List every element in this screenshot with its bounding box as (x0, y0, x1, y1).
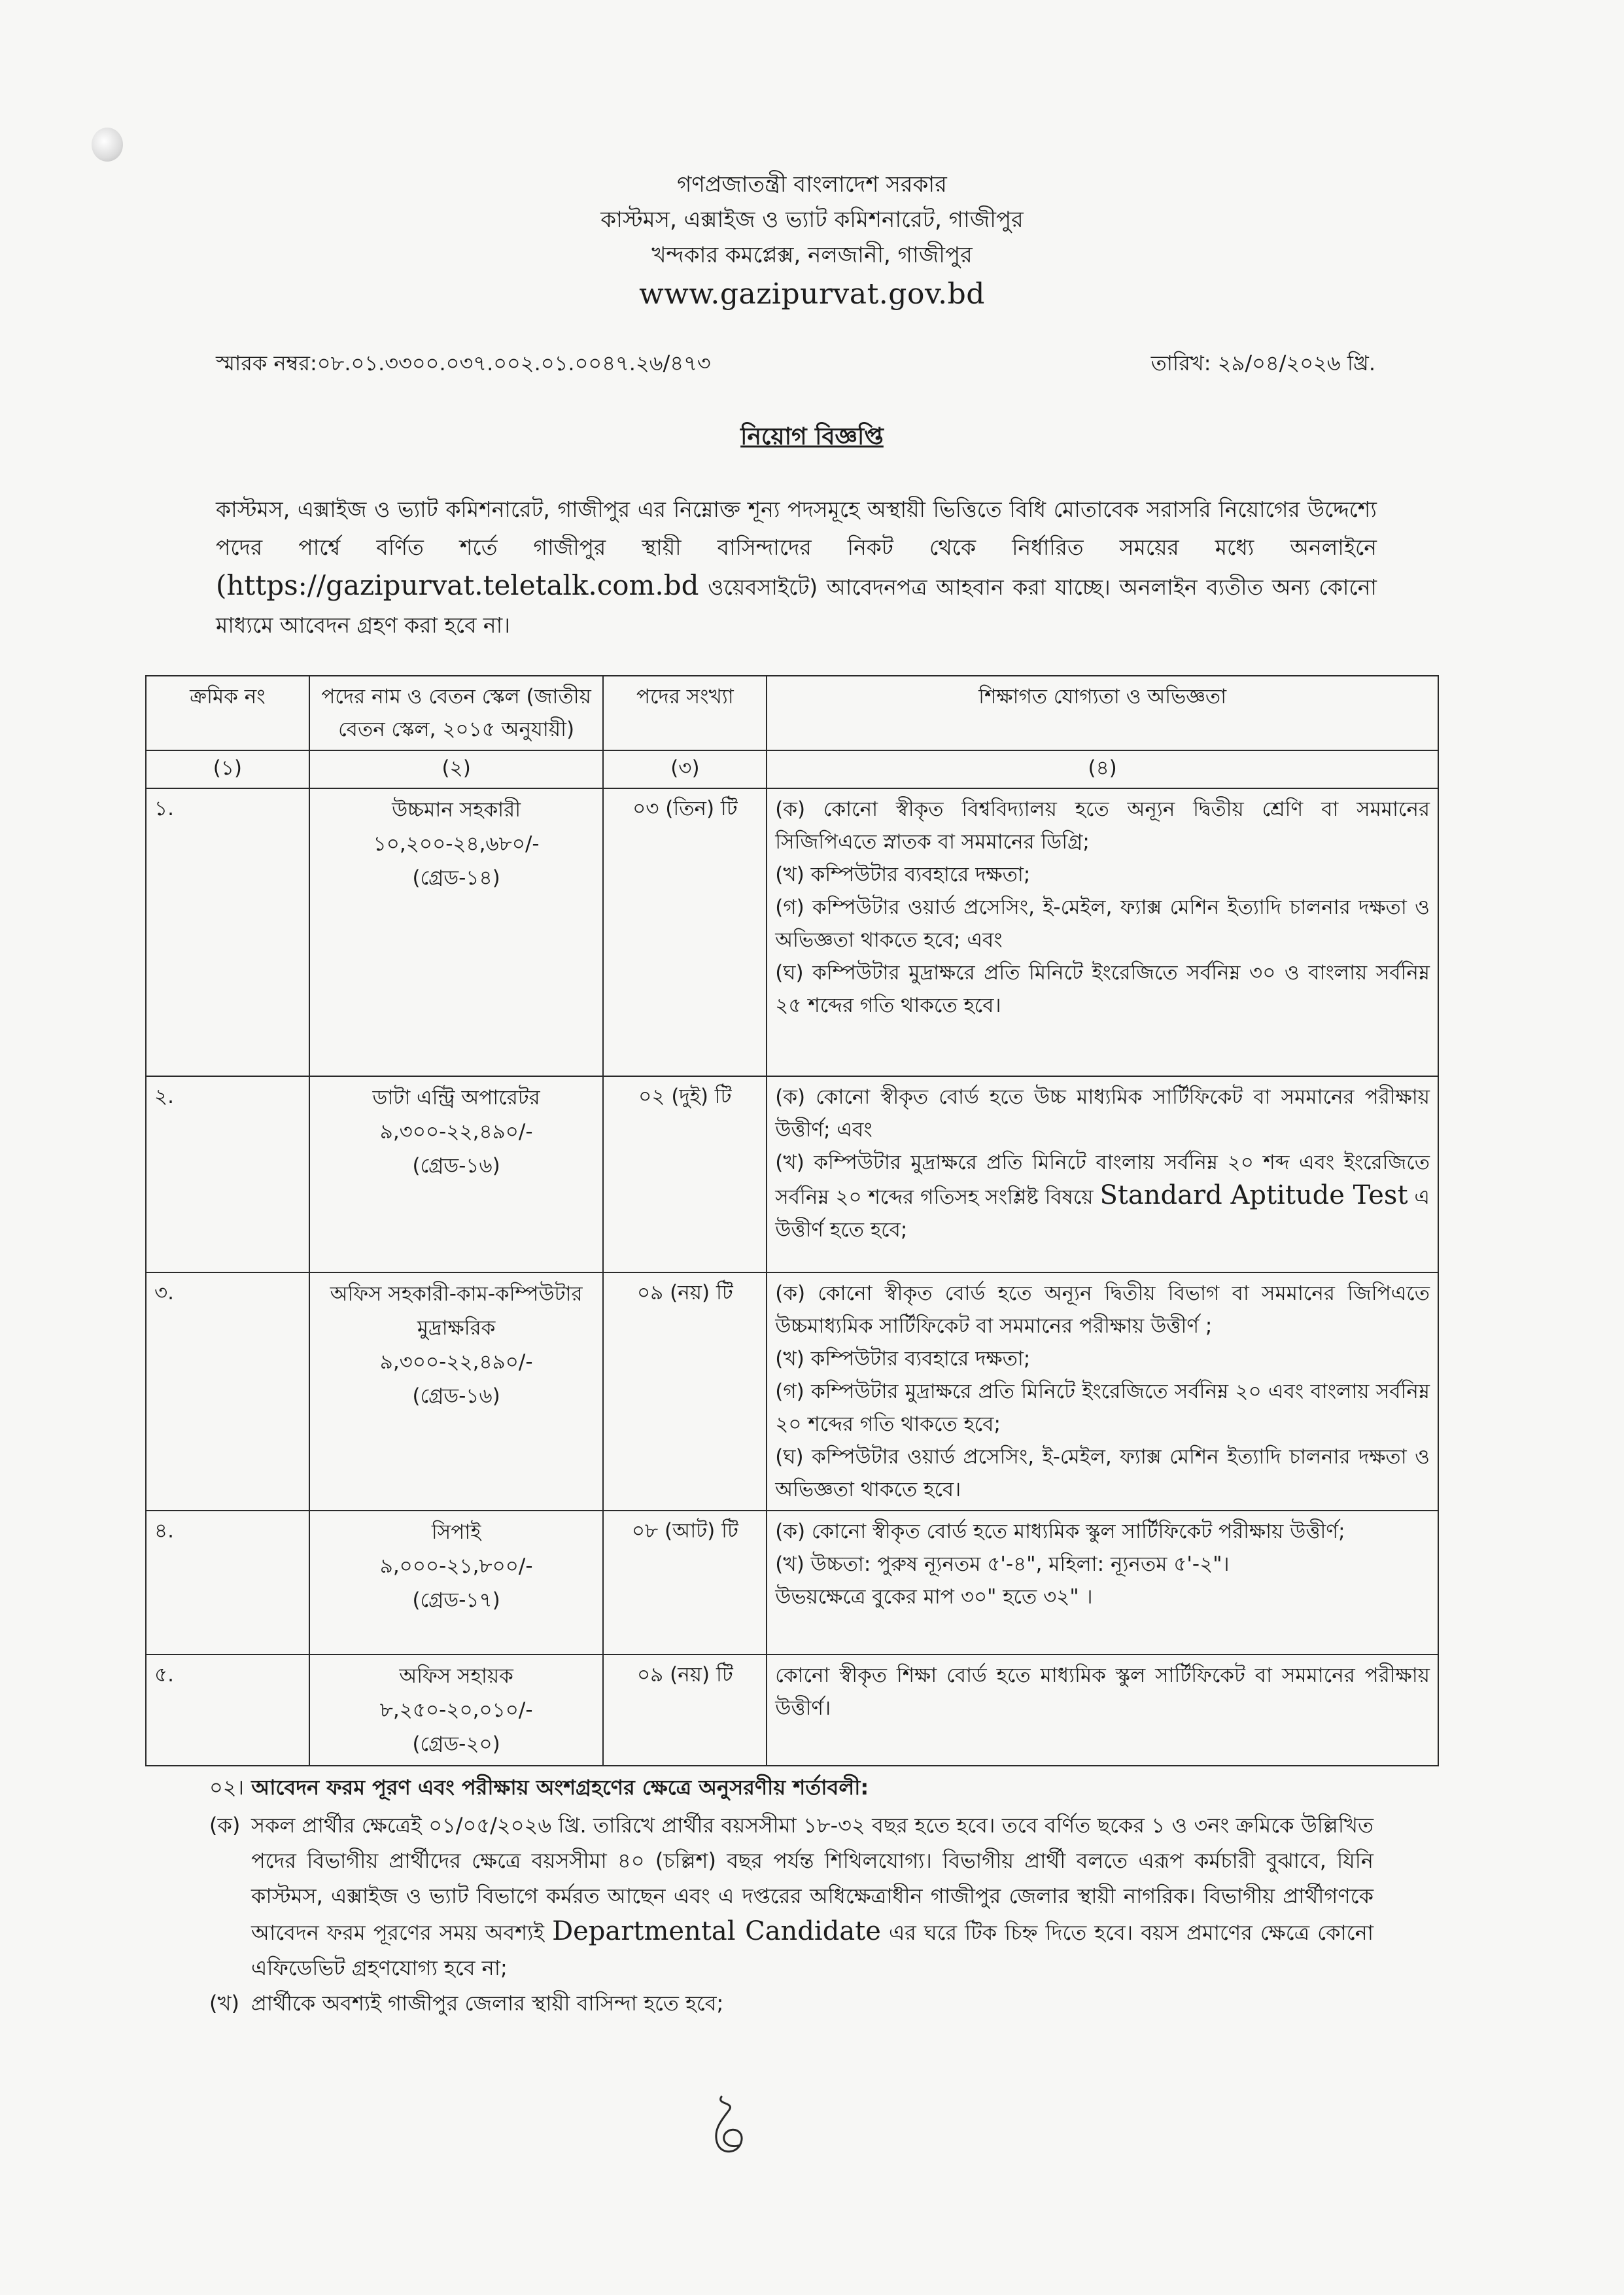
qualification-item: (খ) কম্পিউটার ব্যবহারে দক্ষতা; (775, 863, 1031, 886)
qualification-item: (গ) কম্পিউটার ওয়ার্ড প্রসেসিং, ই-মেইল, ফ্যাক্স মেশিন ইত্যাদি চালনার দক্ষতা ও অভিজ্ঞতা থাকতে হবে; এবং (775, 896, 1430, 952)
section-number: ০২। (209, 1775, 245, 1800)
serial-cell: ৩. (146, 1272, 309, 1511)
col-header-qualification: শিক্ষাগত যোগ্যতা ও অভিজ্ঞতা (767, 676, 1438, 750)
qualification-item: উভয়ক্ষেত্রে বুকের মাপ ৩০" হতে ৩২" । (775, 1585, 1093, 1609)
grade: (গ্রেড-২০) (412, 1732, 500, 1756)
qualification-item: (খ) উচ্চতা: পুরুষ ন্যূনতম ৫'-৪", মহিলা: ন্যূনতম ৫'-২"। (775, 1552, 1230, 1576)
qualification-text: (খ) কম্পিউটার মুদ্রাক্ষরে প্রতি মিনিটে বাংলায় সর্বনিম্ন ২০ শব্দ এবং ইংরেজিতে সর্বনিম্ন ২০ শব্দের গতিসহ সংশ্লিষ্ট বিষয়ে (775, 1151, 1430, 1209)
table-header-row (146, 676, 1438, 750)
condition-item (209, 1986, 1373, 2021)
grade: (গ্রেড-১৭) (412, 1588, 500, 1612)
col-index: (২) (309, 750, 604, 788)
table-index-row (146, 750, 1438, 788)
govt-name: গণপ্রজাতন্ত্রী বাংলাদেশ সরকার (677, 171, 947, 198)
col-header-count: পদের সংখ্যা (603, 676, 767, 750)
posts-table (145, 675, 1439, 1766)
punch-hole-mark (92, 128, 123, 162)
qualification-item: (ঘ) কম্পিউটার ওয়ার্ড প্রসেসিং, ই-মেইল, ফ্যাক্স মেশিন ইত্যাদি চালনার দক্ষতা ও অভিজ্ঞতা থাকতে হবে। (775, 1445, 1430, 1501)
grade: (গ্রেড-১৬) (412, 1384, 500, 1408)
table-row (146, 1655, 1438, 1766)
col-index: (১) (146, 750, 309, 788)
condition-text: প্রার্থীকে অবশ্যই গাজীপুর জেলার স্থায়ী বাসিন্দা হতে হবে; (251, 1991, 724, 2016)
col-index: (৩) (603, 750, 767, 788)
post-name: উচ্চমান সহকারী (392, 798, 521, 822)
post-name: অফিস সহকারী-কাম-কম্পিউটার মুদ্রাক্ষরিক (330, 1282, 583, 1340)
intro-paragraph (216, 491, 1377, 644)
conditions-section (209, 1770, 1373, 2021)
qualification-item: (ঘ) কম্পিউটার মুদ্রাক্ষরে প্রতি মিনিটে ইংরেজিতে সর্বনিম্ন ৩০ ও বাংলায় সর্বনিম্ন ২৫ শব্দের গতি থাকতে হবে। (775, 961, 1430, 1017)
pay-scale: ৯,৩০০-২২,৪৯০/- (379, 1120, 533, 1144)
conditions-heading-text: আবেদন ফরম পূরণ এবং পরীক্ষায় অংশগ্রহণের ক্ষেত্রে অনুসরণীয় শর্তাবলী: (251, 1775, 869, 1800)
initial-signature (703, 2090, 755, 2162)
post-cell (309, 1511, 604, 1655)
serial-cell: ২. (146, 1076, 309, 1272)
pay-scale: ৮,২৫০-২০,০১০/- (379, 1698, 533, 1722)
application-url[interactable]: (https://gazipurvat.teletalk.com.bd (216, 569, 699, 601)
grade: (গ্রেড-১৪) (412, 866, 500, 890)
condition-text-part: এর ঘরে টিক চিহ্ন দিতে হবে। বয়স প্রমাণের ক্ষেত্রে কোনো এফিডেভিট গ্রহণযোগ্য হবে না; (251, 1920, 1374, 1980)
pay-scale: ৯,৩০০-২২,৪৯০/- (379, 1350, 533, 1374)
condition-text-part: সকল প্রার্থীর ক্ষেত্রেই ০১/০৫/২০২৬ খ্রি. তারিখে প্রার্থীর বয়সসীমা ১৮-৩২ বছর হতে হবে। তবে বর্ণিত ছকের ১ ও ৩নং ক্রমিকে উল্লিখিত পদের বিভাগীয় প্রার্থীদের ক্ষেত্রে বয়সসীমা ৪০ (চল্লিশ) বছর পর্যন্ত শিথিলযোগ্য। বিভাগীয় প্রার্থী বলতে এরূপ কর্মচারী বুঝাবে, যিনি কাস্টমস, এক্সাইজ ও ভ্যাট বিভাগে কর্মরত আছেন এবং এ দপ্তরের অধিক্ষেত্রাধীন গাজীপুর জেলার স্থায়ী নাগরিক। বিভাগীয় প্রার্থীগণকে আবেদন ফরম পূরণের সময় অবশ্যই (251, 1813, 1373, 1945)
qualification-item: কোনো স্বীকৃত শিক্ষা বোর্ড হতে মাধ্যমিক স্কুল সার্টিফিকেট বা সমমানের পরীক্ষায় উত্তীর্ণ। (775, 1664, 1430, 1720)
memo-row (216, 347, 1375, 382)
qualification-cell (767, 788, 1438, 1076)
col-header-serial: ক্রমিক নং (146, 676, 309, 750)
office-address: খন্দকার কমপ্লেক্স, নলজানী, গাজীপুর (651, 242, 973, 268)
condition-label: (ক) (209, 1813, 241, 1838)
table-row (146, 1272, 1438, 1511)
post-cell (309, 1272, 604, 1511)
qualification-english-term: Standard Aptitude Test (1099, 1180, 1408, 1210)
serial-cell: ৫. (146, 1655, 309, 1766)
qualification-item: (ক) কোনো স্বীকৃত বিশ্ববিদ্যালয় হতে অন্যূন দ্বিতীয় শ্রেণি বা সমমানের সিজিপিএতে স্নাতক বা সমমানের ডিগ্রি; (775, 797, 1430, 854)
post-name: অফিস সহায়ক (399, 1664, 513, 1688)
grade: (গ্রেড-১৬) (412, 1154, 500, 1178)
col-index: (৪) (767, 750, 1438, 788)
table-row (146, 788, 1438, 1076)
condition-english-term: Departmental Candidate (552, 1916, 881, 1946)
condition-text (251, 1808, 1373, 1986)
condition-item (209, 1808, 1373, 1986)
table-row (146, 1076, 1438, 1272)
serial-cell: ১. (146, 788, 309, 1076)
pay-scale: ৯,০০০-২১,৮০০/- (379, 1554, 533, 1578)
qualification-item (775, 1146, 1430, 1246)
count-cell: ০৯ (নয়) টি (603, 1272, 767, 1511)
pay-scale: ১০,২০০-২৪,৬৮০/- (373, 832, 540, 856)
qualification-cell (767, 1655, 1438, 1766)
conditions-heading (209, 1770, 1373, 1805)
post-name: সিপাই (431, 1520, 481, 1544)
qualification-cell (767, 1511, 1438, 1655)
count-cell: ০৩ (তিন) টি (603, 788, 767, 1076)
qualification-item: (ক) কোনো স্বীকৃত বোর্ড হতে উচ্চ মাধ্যমিক সার্টিফিকেট বা সমমানের পরীক্ষায় উত্তীর্ণ; এবং (775, 1085, 1430, 1142)
office-website[interactable]: www.gazipurvat.gov.bd (639, 277, 985, 311)
count-cell: ০২ (দুই) টি (603, 1076, 767, 1272)
condition-label: (খ) (209, 1991, 239, 2016)
qualification-item: (ক) কোনো স্বীকৃত বোর্ড হতে অন্যূন দ্বিতীয় বিভাগ বা সমমানের জিপিএতে উচ্চমাধ্যমিক সার্টিফিকেট বা সমমানের পরীক্ষায় উত্তীর্ণ ; (775, 1282, 1430, 1338)
qualification-item: (ক) কোনো স্বীকৃত বোর্ড হতে মাধ্যমিক স্কুল সার্টিফিকেট পরীক্ষায় উত্তীর্ণ; (775, 1520, 1345, 1543)
post-cell (309, 788, 604, 1076)
post-cell (309, 1076, 604, 1272)
office-header (0, 167, 1624, 316)
count-cell: ০৮ (আট) টি (603, 1511, 767, 1655)
post-cell (309, 1655, 604, 1766)
col-header-post: পদের নাম ও বেতন স্কেল (জাতীয় বেতন স্কেল, ২০১৫ অনুযায়ী) (309, 676, 604, 750)
memo-date: তারিখ: ২৯/০৪/২০২৬ খ্রি. (1150, 351, 1375, 376)
qualification-text: এ উত্তীর্ণ হতে হবে; (775, 1185, 1430, 1242)
intro-text-2: ওয়েবসাইটে) আবেদনপত্র আহবান করা যাচ্ছে। অনলাইন ব্যতীত অন্য কোনো মাধ্যমে আবেদন গ্রহণ করা হবে না। (216, 574, 1377, 638)
intro-text-1: কাস্টমস, এক্সাইজ ও ভ্যাট কমিশনারেট, গাজীপুর এর নিম্নোক্ত শূন্য পদসমূহে অস্থায়ী ভিত্তিতে বিধি মোতাবেক সরাসরি নিয়োগের উদ্দেশ্যে পদের পার্শ্বে বর্ণিত শর্তে গাজীপুর স্থায়ী বাসিন্দাদের নিকট থেকে নির্ধারিত সময়ের মধ্যে অনলাইনে (216, 497, 1377, 560)
serial-cell: ৪. (146, 1511, 309, 1655)
office-name: কাস্টমস, এক্সাইজ ও ভ্যাট কমিশনারেট, গাজীপুর (600, 207, 1024, 233)
memo-number: স্মারক নম্বর:০৮.০১.৩৩০০.০৩৭.০০২.০১.০০৪৭.২৬/৪৭৩ (216, 351, 711, 376)
qualification-cell (767, 1272, 1438, 1511)
qualification-item: (খ) কম্পিউটার ব্যবহারে দক্ষতা; (775, 1347, 1031, 1371)
qualification-cell (767, 1076, 1438, 1272)
table-row (146, 1511, 1438, 1655)
post-name: ডাটা এন্ট্রি অপারেটর (372, 1086, 540, 1110)
notice-title: নিয়োগ বিজ্ঞপ্তি (740, 423, 884, 450)
qualification-item: (গ) কম্পিউটার মুদ্রাক্ষরে প্রতি মিনিটে ইংরেজিতে সর্বনিম্ন ২০ এবং বাংলায় সর্বনিম্ন ২০ শব্দের গতি থাকতে হবে; (775, 1380, 1430, 1436)
count-cell: ০৯ (নয়) টি (603, 1655, 767, 1766)
